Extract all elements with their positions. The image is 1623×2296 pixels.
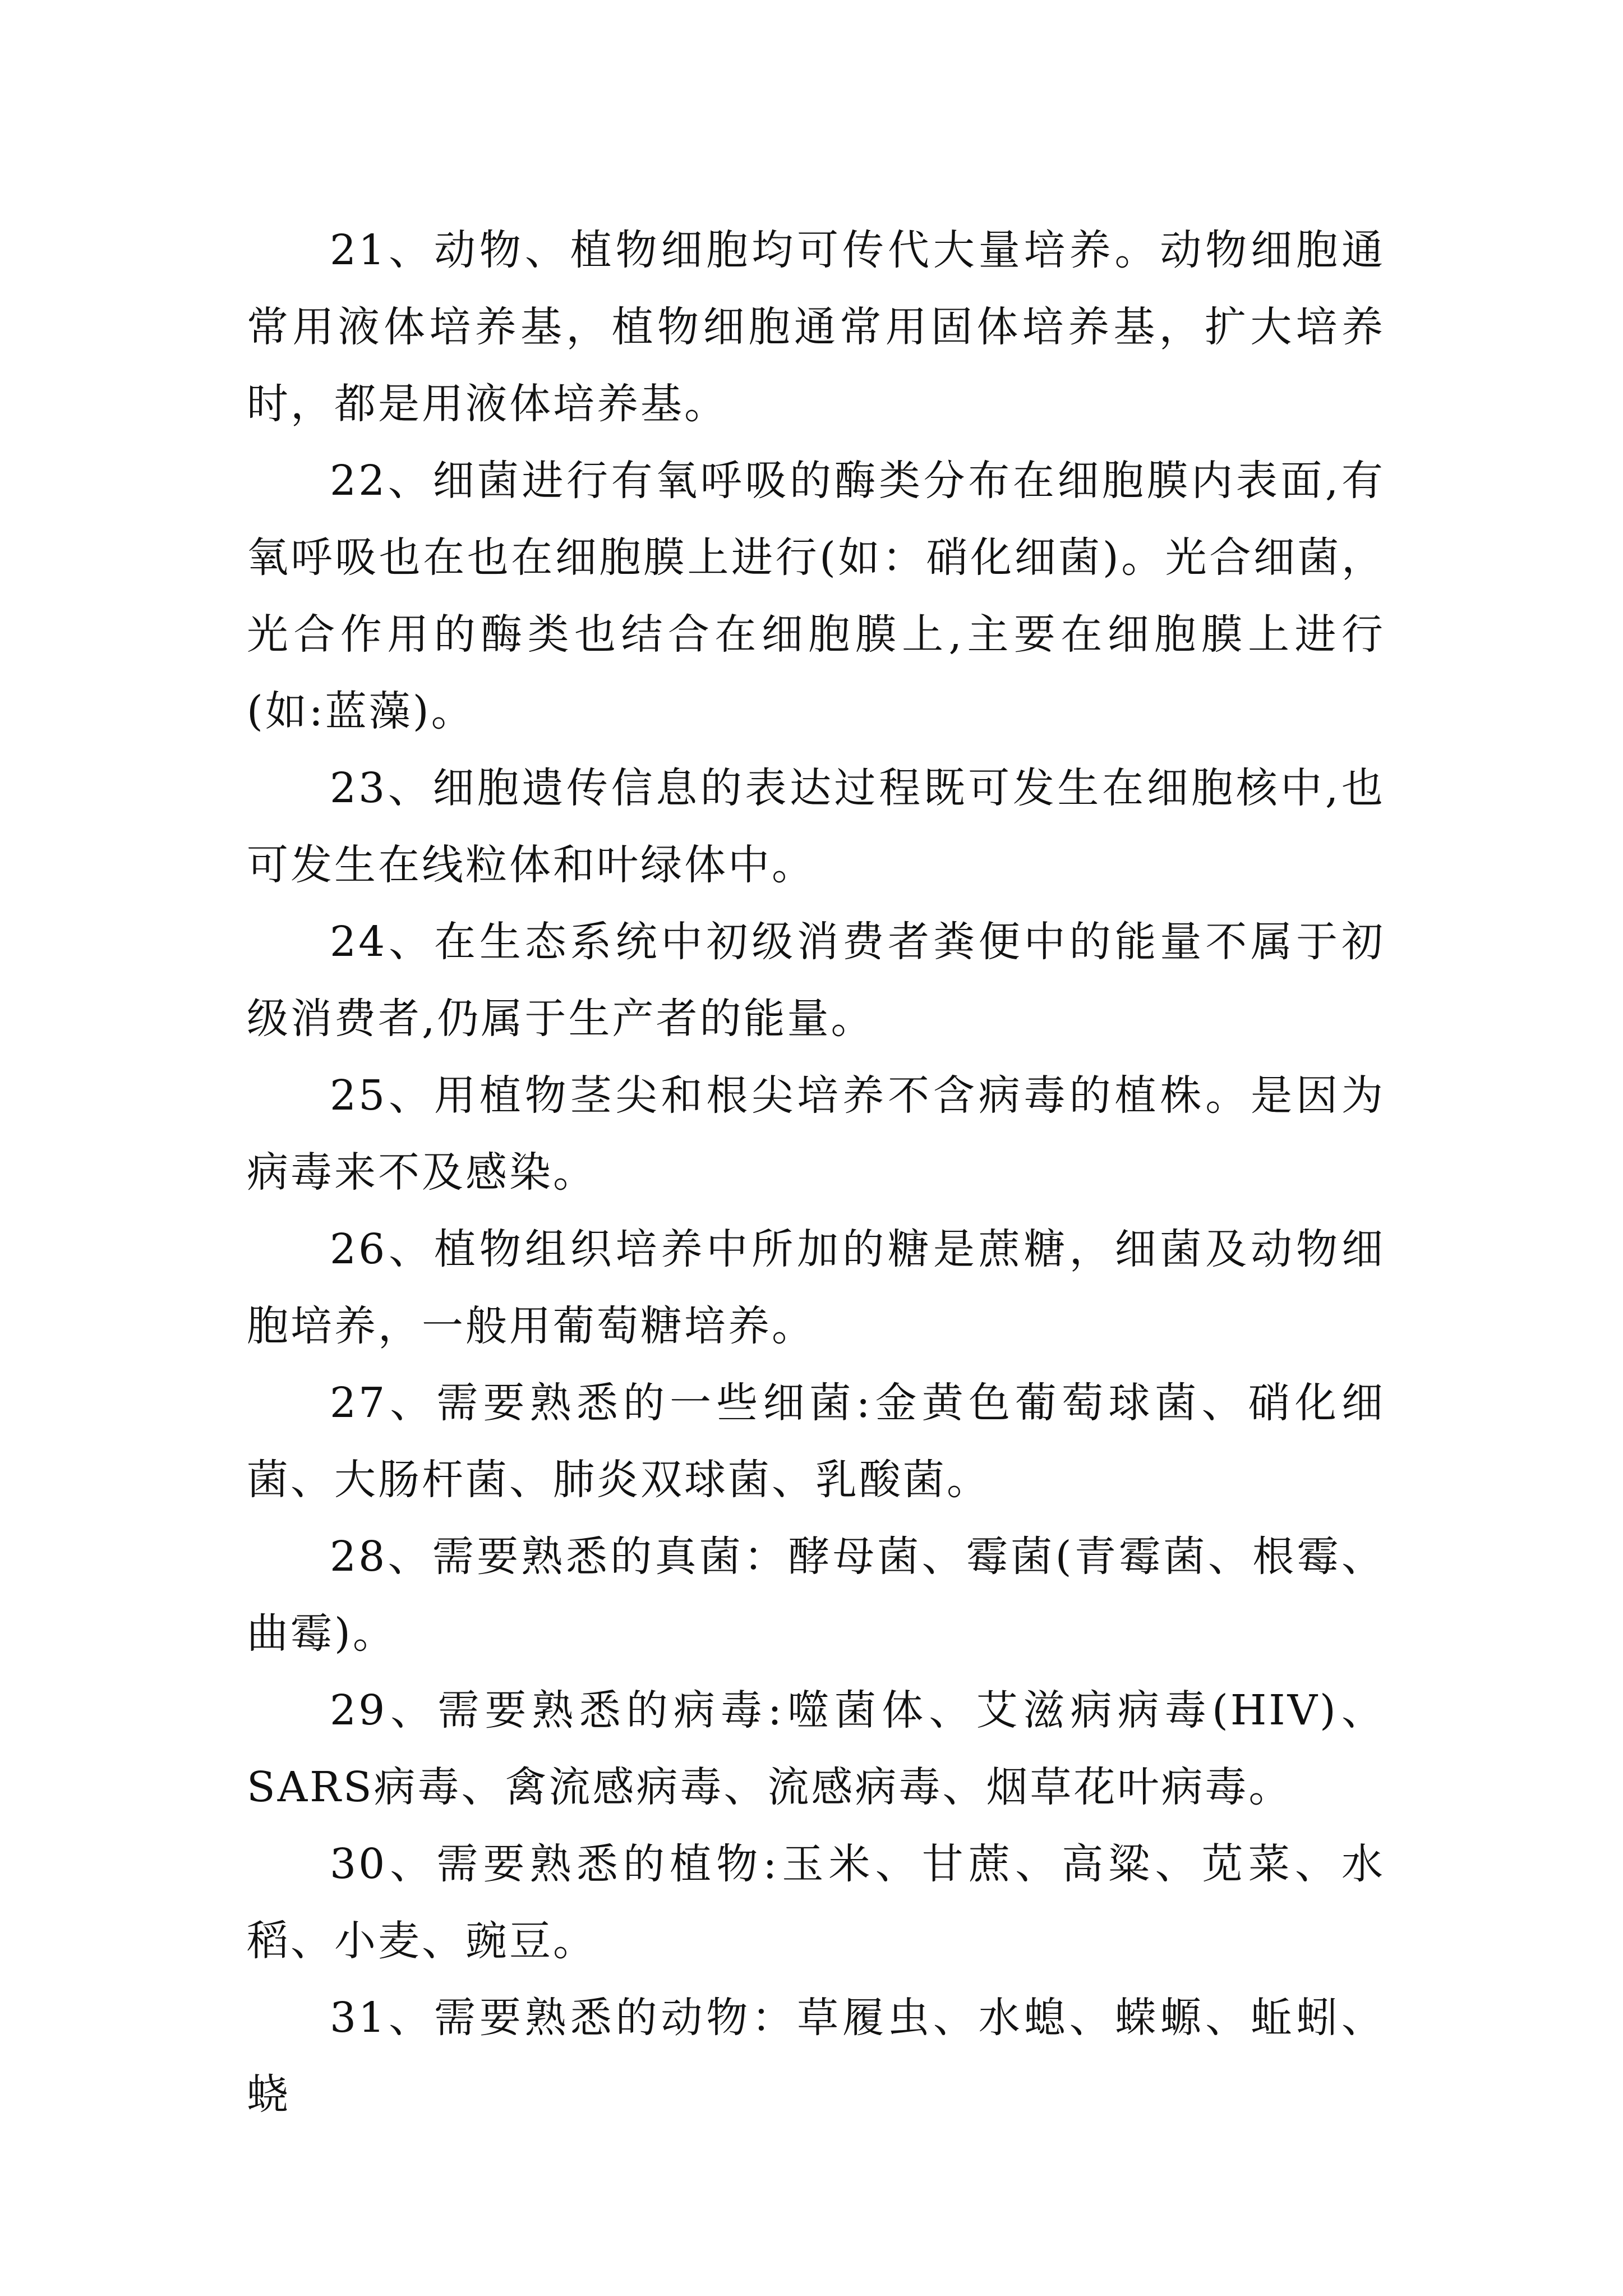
paragraph-21: 21、动物、植物细胞均可传代大量培养。动物细胞通常用液体培养基，植物细胞通常用固体培养基，扩大培养时，都是用液体培养基。 [247, 226, 1385, 428]
paragraph-26: 26、植物组织培养中所加的糖是蔗糖，细菌及动物细胞培养，一般用葡萄糖培养。 [247, 1225, 1385, 1350]
paragraph-30: 30、需要熟悉的植物:玉米、甘蔗、高粱、苋菜、水稻、小麦、豌豆。 [247, 1840, 1385, 1965]
paragraph-31: 31、需要熟悉的动物：草履虫、水螅、蝾螈、蚯蚓、蛲 [247, 1994, 1385, 2119]
paragraph-22: 22、细菌进行有氧呼吸的酶类分布在细胞膜内表面,有氧呼吸也在也在细胞膜上进行(如：硝化细菌)。光合细菌，光合作用的酶类也结合在细胞膜上,主要在细胞膜上进行(如:蓝藻)。 [247, 457, 1385, 735]
paragraph-29: 29、需要熟悉的病毒:噬菌体、艾滋病病毒(HIV)、SARS病毒、禽流感病毒、流感病毒、烟草花叶病毒。 [247, 1686, 1385, 1811]
paragraph-24: 24、在生态系统中初级消费者粪便中的能量不属于初级消费者,仍属于生产者的能量。 [247, 918, 1385, 1043]
paragraph-28: 28、需要熟悉的真菌：酵母菌、霉菌(青霉菌、根霉、曲霉)。 [247, 1533, 1385, 1658]
paragraph-27: 27、需要熟悉的一些细菌:金黄色葡萄球菌、硝化细菌、大肠杆菌、肺炎双球菌、乳酸菌。 [247, 1379, 1385, 1504]
paragraph-25: 25、用植物茎尖和根尖培养不含病毒的植株。是因为病毒来不及感染。 [247, 1071, 1385, 1197]
document-body [247, 212, 1385, 2133]
paragraph-23: 23、细胞遗传信息的表达过程既可发生在细胞核中,也可发生在线粒体和叶绿体中。 [247, 764, 1385, 889]
